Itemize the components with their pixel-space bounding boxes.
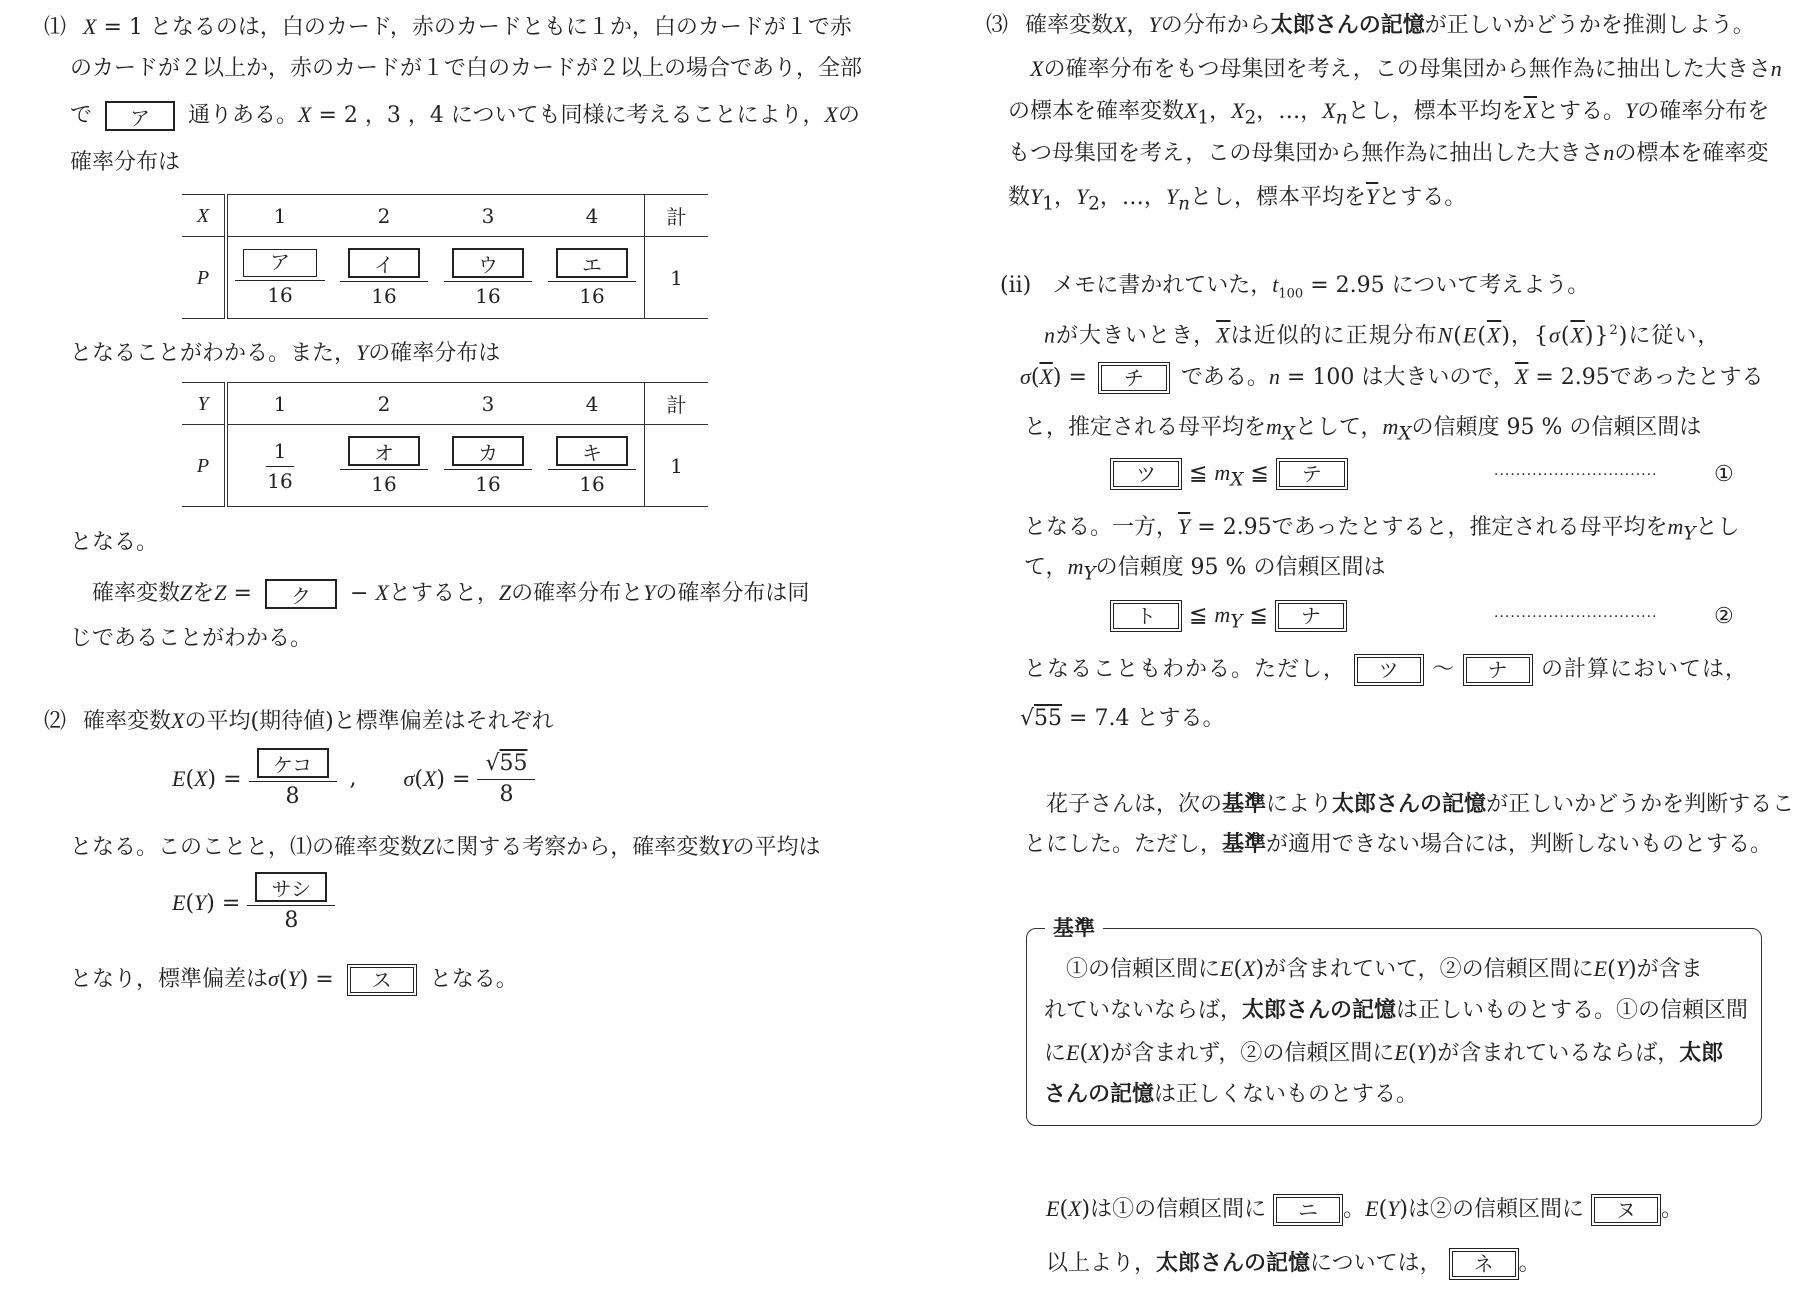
p1-text3b: 通りある。 [188, 103, 299, 128]
z-definition: 確率変数ZをZ = ク − Xとすると，Zの確率分布とYの確率分布は同 [92, 580, 810, 608]
sqrt-55: 55 [499, 750, 528, 776]
criteria-line2: れていないならば，太郎さんの記憶は正しいものとする。①の信頼区間 [1044, 998, 1749, 1023]
answer-box-te-frame [1276, 458, 1348, 490]
dots-2: ······························ [1494, 609, 1658, 625]
x-head-3: 3 [481, 203, 495, 228]
answer-box-to-frame [1110, 600, 1182, 632]
y-head-var: Y [197, 393, 209, 415]
ey-fraction: E(Y) = $\frac{\text{サシ}}{8}$ [172, 872, 335, 933]
p3-label: ⑶ [986, 13, 1009, 38]
final-line2: 以上より，太郎さんの記憶については， ネ 。 [1046, 1248, 1541, 1280]
ii-line2: nが大きいとき，$\overline{X}$は近似的に正規分布$N(E(\overline{X})$，$\{\sigma(\overline{X})\}^2$)に従い， [1044, 322, 1721, 349]
answer-box-ni[interactable]: ニ [1276, 1197, 1340, 1223]
after-x-table: となることがわかる。また，Yの確率分布は [70, 340, 501, 366]
y-head-total: 計 [645, 383, 709, 425]
p3-line3: の標本を確率変数$X_1$，$X_2$，…，$X_n$とし，標本平均を$\overline{X}$とする。Yの確率分布を [1008, 98, 1770, 129]
p1-line2 [70, 54, 862, 84]
answer-box-i[interactable]: イ [348, 248, 420, 278]
answer-box-na[interactable]: ナ [1278, 603, 1344, 629]
p3-line5: 数$Y_1$，$Y_2$，…，$Y_n$とし，標本平均を$\overline{Y}$とする。 [1008, 184, 1467, 215]
answer-box-o[interactable]: オ [348, 436, 420, 466]
criteria-line4: さんの記憶は正しくないものとする。 [1044, 1082, 1419, 1107]
answer-box-ki[interactable]: キ [556, 436, 628, 466]
p1-text2: のカードが２以上か，赤のカードが１で白のカードが２以上の場合であり，全部 [70, 56, 863, 81]
answer-box-chi-frame [1098, 362, 1170, 394]
x-prob-4: $\frac{\text{エ}}{16}$ [548, 248, 636, 308]
y-head-2: 2 [377, 391, 391, 416]
y-distribution-table: Y 1 2 3 4 計 P $\frac{1}{16}$ $\frac{\text{オ}}{16}$ $\frac{\text{カ}}{16}$ $\frac{\text{キ}}{16}$ 1 [182, 382, 708, 507]
answer-box-tsu-ref[interactable]: ツ [1357, 657, 1421, 683]
p3-line1: ⑶ 確率変数X，Yの分布から太郎さんの記憶が正しいかどうかを推測しよう。 [986, 12, 1755, 38]
answer-box-to[interactable]: ト [1113, 603, 1179, 629]
interval-x: ツ ≦ $m_X$ ≦ テ [1110, 458, 1348, 495]
y-prob-1: $\frac{1}{16}$ [267, 438, 293, 493]
criteria-title: 基準 [1045, 914, 1103, 942]
p1-text4: 確率分布は [70, 150, 181, 175]
answer-box-ku[interactable]: ク [265, 579, 337, 609]
p1-line1: ⑴ X = 1 となるのは，白のカード，赤のカードともに１か，白のカードが１で赤 [44, 14, 852, 40]
answer-box-ne[interactable]: ネ [1452, 1251, 1516, 1277]
ii-line6: となる。一方，$\overline{Y} = 2.95$であったとすると，推定される母平均を$m_Y$とし [1024, 514, 1740, 545]
ex-and-sigma-x: E(X) = $\frac{\text{ケコ}}{8}$ , σ(X) = $\frac{√55}{8}$ [172, 748, 535, 809]
ii-line7: て，$m_Y$の信頼度 95 % の信頼区間は [1024, 554, 1386, 585]
y-head-4: 4 [585, 391, 599, 416]
y-prob-2: $\frac{\text{オ}}{16}$ [340, 436, 428, 496]
answer-box-u[interactable]: ウ [452, 248, 524, 278]
x-head-2: 2 [377, 203, 391, 228]
answer-box-na-ref-frame [1463, 654, 1533, 686]
answer-box-su-frame [347, 964, 417, 996]
answer-box-ne-frame [1449, 1248, 1519, 1280]
ii-line10: √55 = 7.4 とする。 [1020, 706, 1225, 731]
z-definition-line2: じであることがわかる。 [70, 626, 313, 651]
interval-y: ト ≦ $m_Y$ ≦ ナ [1110, 600, 1347, 637]
p1-line3: で ア 通りある。X = 2 ，3 ，4 についても同様に考えることにより，Xの [70, 102, 860, 130]
answer-box-tsu-frame [1110, 458, 1182, 490]
x-head-4: 4 [585, 203, 599, 228]
p1-text3a: で [70, 103, 93, 128]
answer-box-ni-frame [1273, 1194, 1343, 1226]
p2-line1: ⑵ 確率変数Xの平均(期待値)と標準偏差はそれぞれ [44, 708, 554, 734]
x-prob-2: $\frac{\text{イ}}{16}$ [340, 248, 428, 308]
answer-box-a[interactable]: ア [105, 101, 175, 131]
hanako-line2: とにした。ただし，基準が適用できない場合には，判断しないものとする。 [1024, 832, 1773, 857]
criteria-line3: にE(X)が含まれず，②の信頼区間にE(Y)が含まれているならば，太郎 [1044, 1040, 1724, 1066]
y-prob-3: $\frac{\text{カ}}{16}$ [444, 436, 532, 496]
answer-box-a-table[interactable]: ア [243, 249, 317, 277]
p3-line2: Xの確率分布をもつ母集団を考え，この母集団から無作為に抽出した大きさn [1030, 56, 1782, 82]
x-head-1: 1 [273, 203, 287, 228]
answer-box-tsu[interactable]: ツ [1113, 461, 1179, 487]
y-prob-4: $\frac{\text{キ}}{16}$ [548, 436, 636, 496]
circle-1: ① [1714, 462, 1734, 487]
ii-line4: と，推定される母平均を$m_X$として，$m_X$の信頼度 95 % の信頼区間は [1024, 414, 1702, 445]
after-y-table: となる。 [70, 530, 159, 555]
p2-after: となる。このことと，⑴の確率変数Zに関する考察から，確率変数Yの平均は [70, 834, 821, 860]
x-prob-1: $\frac{\text{ア}}{16}$ [235, 249, 325, 307]
answer-box-e[interactable]: エ [556, 248, 628, 278]
x-total: 1 [645, 237, 709, 319]
answer-box-ka[interactable]: カ [452, 436, 524, 466]
ii-line9: となることもわかる。ただし， ツ ～ ナ の計算においては， [1024, 654, 1748, 686]
p1-text3c: についても同様に考えることにより， [450, 103, 825, 128]
answer-box-keko[interactable]: ケコ [257, 748, 329, 778]
hanako-line1: 花子さんは，次の基準により太郎さんの記憶が正しいかどうかを判断するこ [1046, 792, 1795, 817]
y-head-1: 1 [273, 391, 287, 416]
p3-line4: もつ母集団を考え，この母集団から無作為に抽出した大きさnの標本を確率変 [1008, 140, 1769, 166]
x-head-var: X [196, 205, 210, 227]
answer-box-su[interactable]: ス [350, 967, 414, 993]
x-head-total: 計 [645, 195, 709, 237]
y-total: 1 [645, 425, 709, 507]
x-distribution-table: X 1 2 3 4 計 P $\frac{\text{ア}}{16}$ $\frac{\text{イ}}{16}$ $\frac{\text{ウ}}{16}$ $\frac{\text{エ}}{16}$ 1 [182, 194, 708, 319]
p2-label: ⑵ [44, 709, 67, 734]
final-line1: E(X)は①の信頼区間に ニ 。E(Y)は②の信頼区間に ヌ 。 [1046, 1194, 1683, 1226]
answer-box-te[interactable]: テ [1279, 461, 1345, 487]
answer-box-chi[interactable]: チ [1101, 365, 1167, 391]
answer-box-na-ref[interactable]: ナ [1466, 657, 1530, 683]
answer-box-nu-frame [1591, 1194, 1661, 1226]
y-head-3: 3 [481, 391, 495, 416]
circle-2: ② [1714, 604, 1734, 629]
ii-line3: $\sigma(\overline{X})$ = チ である。n = 100 は大きいので，$\overline{X} = 2.95$であったとする [1020, 362, 1764, 394]
criteria-line1: ①の信頼区間にE(X)が含まれていて，②の信頼区間にE(Y)が含ま [1066, 956, 1703, 982]
p2-last: となり，標準偏差はσ(Y) = ス となる。 [70, 964, 518, 996]
answer-box-tsu-ref-frame [1354, 654, 1424, 686]
p1-text1: となるのは，白のカード，赤のカードともに１か，白のカードが１で赤 [149, 15, 852, 40]
ii-label: (ii) [1000, 273, 1032, 298]
dots-1: ······························ [1494, 467, 1658, 483]
answer-box-nu[interactable]: ヌ [1594, 1197, 1658, 1223]
p1-line4 [70, 148, 180, 178]
answer-box-na-frame [1275, 600, 1347, 632]
ii-line1: (ii) メモに書かれていた，$t_{100} = 2.95$ について考えよう。 [1000, 272, 1590, 302]
x-prob-3: $\frac{\text{ウ}}{16}$ [444, 248, 532, 308]
p1-label: ⑴ [44, 15, 67, 40]
answer-box-sashi[interactable]: サシ [255, 872, 327, 902]
